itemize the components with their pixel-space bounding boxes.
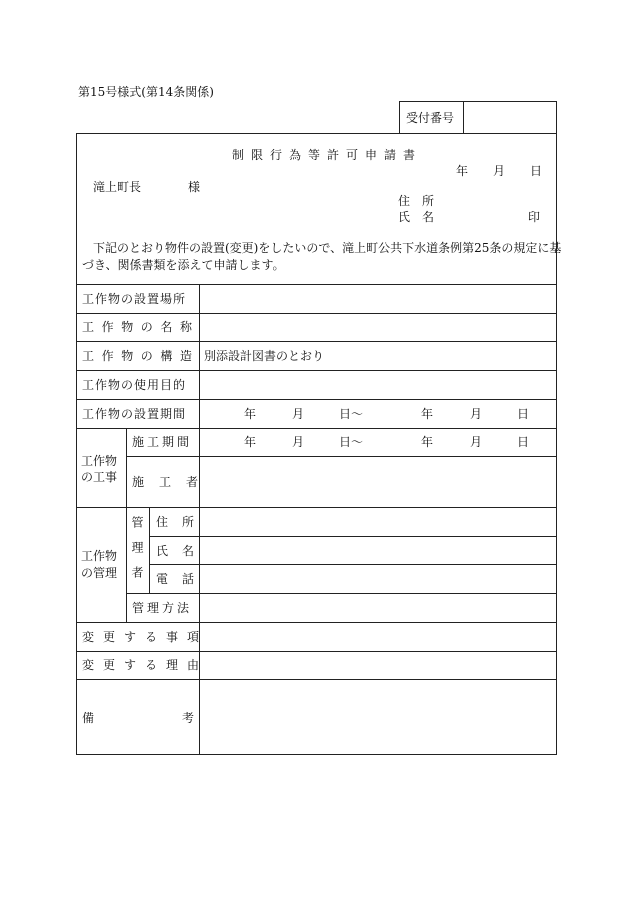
contractor-label: 施工者	[132, 475, 214, 489]
installation-period-month-to: 月	[470, 407, 483, 421]
manager-address-label: 住所	[156, 515, 209, 529]
construction-period-day-to: 日	[517, 435, 530, 449]
construction-period-month-to: 月	[470, 435, 483, 449]
construction-period-label: 施工期間	[132, 435, 193, 449]
construction-period-day-from: 日〜	[339, 435, 364, 449]
structure-name-label: 工作物の名称	[82, 320, 200, 334]
form-number: 第15号様式(第14条関係)	[78, 85, 214, 99]
management-group-label-2: の管理	[81, 566, 118, 580]
addressee-honorific: 様	[188, 180, 201, 194]
installation-period-day-to: 日	[517, 407, 530, 421]
application-text-line-2: づき、関係書類を添えて申請します。	[82, 258, 285, 272]
purpose-label: 工作物の使用目的	[82, 378, 187, 392]
application-text-line-1: 下記のとおり物件の設置(変更)をしたいので、滝上町公共下水道条例第25条の規定に基	[93, 241, 562, 255]
addressee: 滝上町長	[93, 180, 142, 194]
remarks-label-2: 考	[182, 711, 195, 725]
change-item-label: 変更する事項	[82, 630, 209, 644]
manager-phone-label: 電話	[156, 572, 209, 586]
installation-period-month: 月	[292, 407, 305, 421]
installation-period-year-to: 年	[421, 407, 434, 421]
receipt-label: 受付番号	[406, 111, 455, 125]
location-label: 工作物の設置場所	[82, 292, 187, 306]
manager-label: 管理者	[130, 516, 144, 591]
installation-period-label: 工作物の設置期間	[82, 407, 187, 421]
construction-group-label-2: の工事	[81, 470, 118, 484]
remarks-label-1: 備	[82, 711, 95, 725]
installation-period-day-from: 日〜	[339, 407, 364, 421]
form-title: 制限行為等許可申請書	[232, 148, 423, 162]
seal-mark: 印	[528, 210, 541, 224]
applicant-address-label: 住 所	[398, 194, 435, 208]
construction-group-label-1: 工作物	[81, 454, 118, 468]
construction-period-year: 年	[244, 435, 257, 449]
management-group-label-1: 工作物	[81, 549, 118, 563]
construction-period-year-to: 年	[421, 435, 434, 449]
change-reason-label: 変更する理由	[82, 658, 209, 672]
applicant-name-label: 氏 名	[398, 210, 435, 224]
management-method-label: 管理方法	[132, 601, 193, 615]
date-year: 年	[456, 164, 469, 178]
construction-type-label: 工作物の構造	[82, 349, 200, 363]
construction-type-field[interactable]: 別添設計図書のとおり	[204, 349, 325, 363]
construction-period-month: 月	[292, 435, 305, 449]
installation-period-year: 年	[244, 407, 257, 421]
date-day: 日	[530, 164, 543, 178]
manager-name-label: 氏名	[156, 544, 209, 558]
date-month: 月	[493, 164, 506, 178]
